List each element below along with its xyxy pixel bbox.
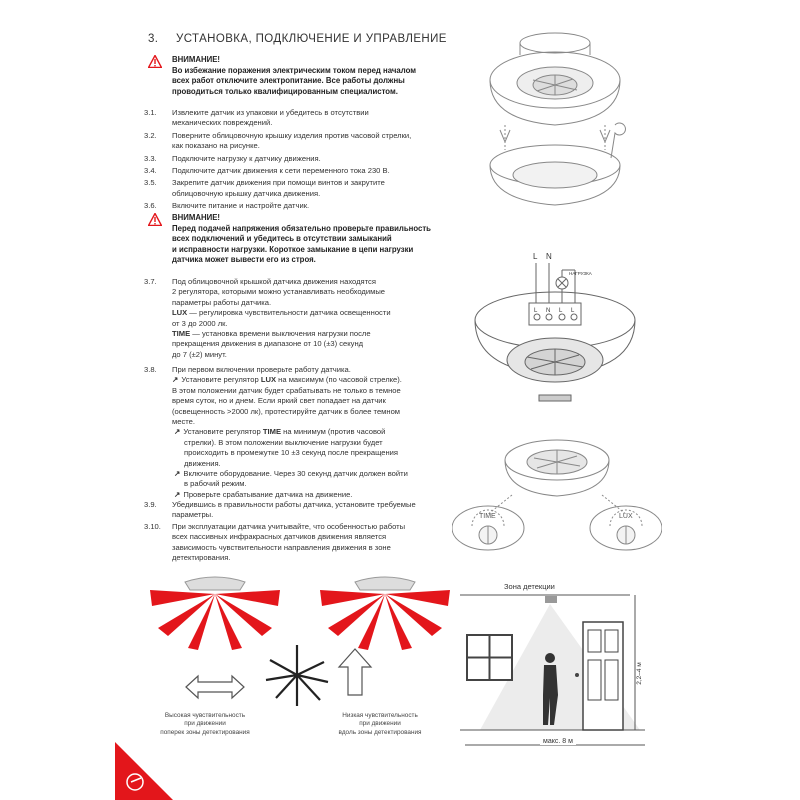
caption-line: поперек зоны детектирования — [160, 728, 250, 736]
step-text: месте. — [172, 417, 195, 427]
step-number: 3.1. — [144, 108, 157, 117]
terminal-label: L — [571, 308, 575, 314]
step-text: стрелки). В этом положении выключение нагрузки будет — [184, 437, 383, 447]
step-item — [144, 178, 462, 199]
caption-low-sensitivity — [325, 712, 435, 737]
lux-text: — регулировка чувствительности датчика освещенности — [187, 308, 391, 318]
caption-line: Низкая чувствительность — [342, 712, 418, 719]
step-text: до 7 (±2) минут. — [172, 349, 227, 359]
height-label: 2,2–4 м — [635, 662, 643, 685]
step-text: от 3 до 2000 лк. — [172, 318, 228, 328]
width-label: макс. 8 м — [540, 738, 576, 745]
step-number: 3.5. — [144, 178, 157, 188]
step-text: в рабочий режим. — [184, 479, 247, 489]
step-item — [144, 153, 462, 164]
section-title: УСТАНОВКА, ПОДКЛЮЧЕНИЕ И УПРАВЛЕНИЕ — [176, 33, 447, 45]
warning-block-1 — [172, 55, 462, 97]
step-item — [144, 166, 462, 176]
time-description — [172, 329, 462, 339]
step-text: параметры. — [172, 510, 214, 520]
step-item-3-10 — [144, 522, 467, 564]
warning-icon — [148, 55, 162, 68]
caption-line: вдоль зоны детектирования — [338, 728, 422, 736]
motion-zone-icon — [262, 640, 332, 710]
step-number: 3.2. — [144, 130, 157, 140]
step-text: Поверните облицовочную крышку изделия против часовой стрелки, — [172, 130, 412, 140]
step-number: 3.4. — [144, 166, 157, 176]
warning-line: проводиться только квалифицированным специалистом. — [172, 86, 398, 96]
caption-line: при движении — [184, 720, 226, 728]
step-text: на максимум (по часовой стрелке). — [276, 375, 402, 385]
time-text: — установка времени выключения нагрузки после — [190, 329, 371, 339]
step-text: движения. — [184, 458, 221, 468]
load-label: НАГРУЗКА — [569, 271, 592, 276]
step-text: При первом включении проверьте работу датчика. — [172, 365, 351, 374]
step-text: Включите питание и настройте датчик. — [172, 201, 310, 211]
high-sensitivity-rays — [140, 570, 290, 650]
time-key: TIME — [172, 329, 191, 339]
warning-line: датчика может вывести его из строя. — [172, 255, 316, 265]
step-number: 3.10. — [144, 522, 161, 531]
step-text: облицовочную крышку датчика движения. — [172, 188, 321, 198]
step-number: 3.3. — [144, 153, 157, 163]
terminal-label: N — [546, 308, 551, 314]
arrow-icon: ↗ — [174, 469, 181, 479]
step-text: 2 регулятора, которыми можно устанавливать необходимые — [172, 287, 386, 297]
step-text: прекращения движения в диапазоне от 10 (±3) секунд — [172, 339, 364, 349]
step-text: зависимость чувствительности направления движения в зоне — [172, 542, 391, 552]
step-text: происходить в промежутке 10 ±3 секунд после прекращения — [184, 448, 398, 458]
bullet-time — [172, 427, 467, 437]
caption-line: при движении — [359, 720, 401, 728]
bullet-power — [172, 469, 467, 479]
step-text: Убедившись в правильности работы датчика, установите требуемые — [172, 500, 416, 509]
steps-list — [144, 108, 462, 212]
warning-line: всех работ отключите электропитание. Все работы должны — [172, 76, 405, 86]
sideways-arrow-icon — [180, 672, 250, 702]
arrow-icon: ↗ — [172, 375, 179, 385]
warning-title: ВНИМАНИЕ! — [172, 55, 221, 64]
warning-icon — [148, 213, 162, 226]
step-text: время суток, но и днем. Если яркий свет попадает на датчик — [172, 396, 386, 406]
warning-line: всех подключений и убедитесь в отсутствии замыканий — [172, 234, 392, 244]
step-number: 3.9. — [144, 500, 157, 509]
step-number: 3.8. — [144, 365, 157, 374]
warning-line: Перед подачей напряжения обязательно проверьте правильность — [172, 223, 431, 233]
step-text: Установите регулятор — [181, 375, 261, 385]
sensor-disassembly-illustration — [465, 25, 645, 225]
step-text: (освещенность >2000 лк), протестируйте датчик в более темном — [172, 406, 401, 416]
sensor-knobs-illustration — [452, 430, 662, 575]
warning-line: Во избежание поражения электрическим током перед началом — [172, 65, 417, 75]
section-heading — [148, 33, 447, 45]
step-text: В этом положении датчик будет срабатывать не только в темное — [172, 385, 401, 395]
arrow-icon: ↗ — [174, 427, 181, 437]
wire-label-l: L — [533, 252, 538, 261]
step-text: механических повреждений. — [172, 118, 273, 128]
low-sensitivity-rays — [310, 570, 460, 650]
lux-knob-label: LUX — [619, 513, 633, 520]
lux-key: LUX — [172, 308, 188, 318]
step-text: Под облицовочной крышкой датчика движения находятся — [172, 277, 376, 286]
step-item-3-9 — [144, 500, 467, 521]
step-text: на минимум (против часовой — [281, 427, 386, 437]
time-key: TIME — [262, 427, 282, 437]
step-number: 3.7. — [144, 277, 157, 286]
time-knob-label: TIME — [479, 513, 496, 520]
step-text: всех пассивных инфракрасных датчиков движения является — [172, 532, 387, 542]
forward-arrow-icon — [335, 645, 375, 700]
room-detection-diagram — [455, 580, 650, 755]
lux-key: LUX — [260, 375, 277, 385]
terminal-label: L — [534, 308, 538, 314]
step-text: Подключите нагрузку к датчику движения. — [172, 153, 321, 163]
warning-block-2 — [172, 213, 462, 266]
step-text: Извлеките датчик из упаковки и убедитесь в отсутствии — [172, 108, 369, 117]
step-item-3-7 — [144, 277, 462, 360]
sensor-wiring-illustration — [465, 245, 650, 420]
bullet-lux — [172, 375, 467, 385]
step-text: Включите оборудование. Через 30 секунд датчик должен войти — [183, 469, 408, 479]
step-text: Установите регулятор — [183, 427, 263, 437]
arrow-icon: ↗ — [174, 489, 181, 499]
step-text: Подключите датчик движения к сети переменного тока 230 В. — [172, 166, 390, 176]
warning-line: и исправности нагрузки. Короткое замыкание в цепи нагрузки — [172, 244, 414, 254]
step-text: детектирования. — [172, 553, 231, 563]
step-item — [144, 130, 462, 152]
caption-line: Высокая чувствительность — [164, 712, 246, 719]
step-item — [144, 201, 462, 211]
bullet-check — [172, 490, 467, 500]
zone-label: Зона детекции — [504, 582, 555, 591]
wire-label-n: N — [546, 252, 552, 261]
step-text: как показано на рисунке. — [172, 141, 260, 151]
step-text: Закрепите датчик движения при помощи винтов и закрутите — [172, 178, 385, 188]
step-text: При эксплуатации датчика учитывайте, что особенностью работы — [172, 522, 406, 531]
caption-high-sensitivity — [150, 712, 260, 737]
step-text: Проверьте срабатывание датчика на движение. — [183, 489, 353, 499]
terminal-label: L — [559, 308, 563, 314]
step-item — [144, 108, 462, 129]
step-item-3-8 — [144, 365, 467, 500]
step-number: 3.6. — [144, 201, 157, 211]
brand-corner-logo — [115, 742, 173, 800]
section-number: 3. — [148, 33, 159, 45]
lux-description — [172, 308, 462, 318]
step-text: параметры работы датчика. — [172, 297, 272, 307]
warning-title: ВНИМАНИЕ! — [172, 213, 221, 222]
